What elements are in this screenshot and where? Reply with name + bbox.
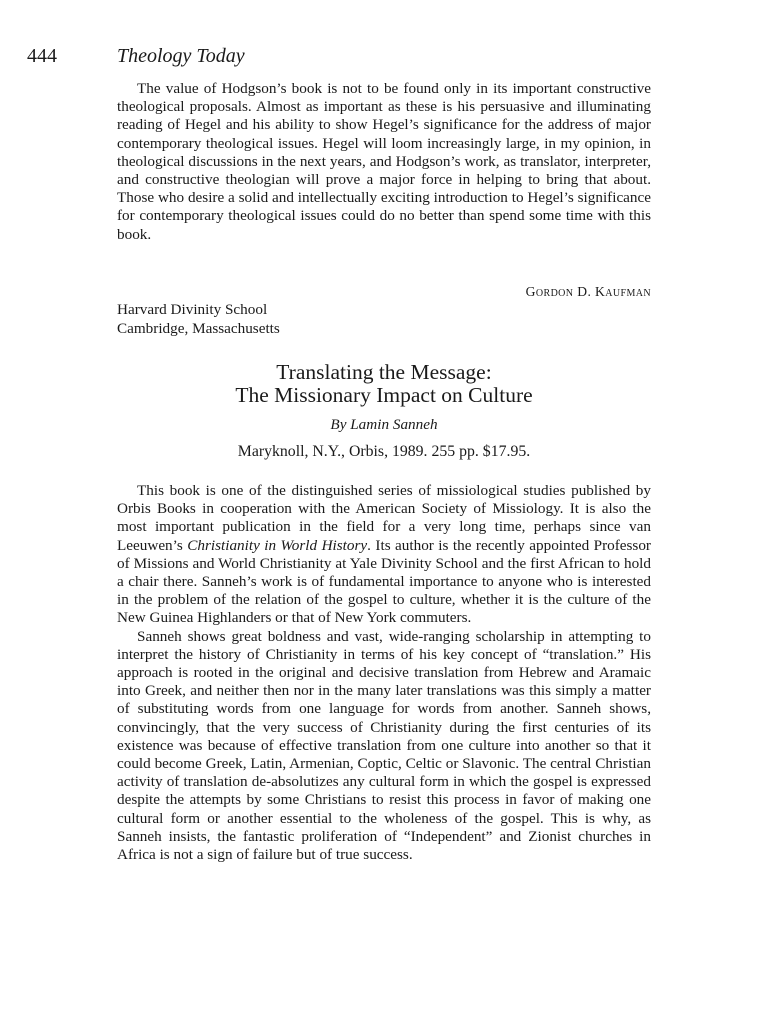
affiliation-location: Cambridge, Massachusetts bbox=[117, 320, 280, 337]
book-title-line-1: Translating the Message: bbox=[276, 360, 492, 384]
publication-info: Maryknoll, N.Y., Orbis, 1989. 255 pp. $17.95. bbox=[237, 443, 531, 460]
book-title-line-2: The Missionary Impact on Culture bbox=[235, 383, 533, 407]
reviewer-affiliation bbox=[117, 300, 280, 338]
body-paragraph: Sanneh shows great boldness and vast, wide-ranging scholarship in attempting to interpret the history of Christianity in terms of his key concept of “translation.” His approach is rooted in the original and decisive translation from Hebrew and Aramaic into Greek, and neither then nor in the many later translations was this simply a matter of substituting words from one language for words from another. Sanneh shows, convincingly, that the very success of Christianity during the first centuries of its existence was because of effective translation from one culture into another so that it could become Greek, Latin, Armenian, Coptic, Celtic or Slavonic. The central Christian activity of translation de-absolutizes any cultural form in which the gospel is expressed despite the attempts by some Christians to resist this process in favor of making one cultural form or another essential to the wholeness of the gospel. This is why, as Sanneh insists, the fantastic proliferation of “Independent” and Zionist churches in Africa is not a sign of failure but of true success. bbox=[117, 627, 651, 864]
journal-title: Theology Today bbox=[117, 45, 245, 67]
reviewer-name: Gordon D. Kaufman bbox=[525, 284, 651, 299]
review-hodgson-closing bbox=[117, 80, 651, 244]
book-author: By Lamin Sanneh bbox=[330, 416, 438, 433]
paragraph-text: This book is one of the distinguished series of missiological studies published by Orbis Books in cooperation with the American Society of Missiology. It is also the most important publication in the field for a very long time, perhaps since van Leeuwen’s bbox=[117, 482, 651, 554]
affiliation-institution: Harvard Divinity School bbox=[117, 301, 268, 318]
running-head bbox=[27, 44, 245, 68]
paragraph-text: . Its author is the recently appointed Professor of Missions and World Christianity at Yale Divinity School and the first African to hold a chair there. Sanneh’s work is of fundamental importance to anyone who is interested in the problem of the relation of the gospel to culture, whether it is the culture of the New Guinea Highlanders or that of New York commuters. bbox=[117, 536, 651, 627]
cited-book-title: Christianity in World History bbox=[187, 536, 368, 554]
review-book-title bbox=[117, 361, 651, 407]
review-sanneh-body bbox=[117, 482, 651, 864]
body-paragraph bbox=[117, 482, 651, 628]
page-number: 444 bbox=[27, 45, 57, 67]
body-paragraph: The value of Hodgson’s book is not to be found only in its important constructive theological proposals. Almost as important as these is his persuasive and illuminating reading of Hegel and his ability to show Hegel’s significance for the address of major contemporary theological issues. Hegel will loom increasingly large, in my opinion, in theological discussions in the next years, and Hodgson’s work, as translator, interpreter, and constructive theologian will prove a major force in helping to bring that about. Those who desire a solid and intellectually exciting introduction to Hegel’s significance for contemporary theological issues could do no better than spend some time with this book. bbox=[117, 80, 651, 243]
